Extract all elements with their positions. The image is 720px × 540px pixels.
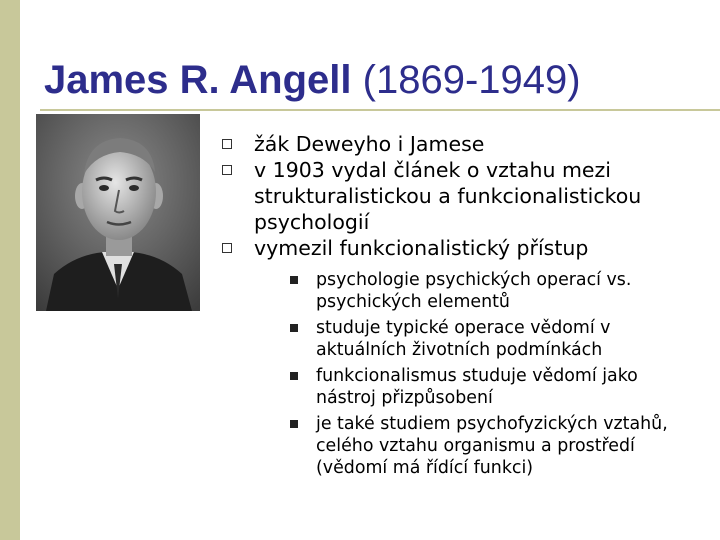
portrait-photo — [36, 114, 200, 311]
bullet-list — [222, 131, 692, 483]
bullet-text: vymezil funkcionalistický přístup — [254, 236, 589, 260]
left-accent-bar — [0, 0, 20, 540]
bullet-text: žák Deweyho i Jamese — [254, 132, 485, 156]
portrait-image — [36, 114, 200, 311]
sub-bullet-text: studuje typické operace vědomí v aktuálních životních podmínkách — [316, 318, 611, 360]
bullet-marker-icon — [222, 243, 232, 253]
sub-bullet-item — [280, 365, 692, 409]
bullet-item — [222, 157, 692, 235]
square-bullet-icon — [290, 420, 298, 428]
bullet-marker-icon — [222, 165, 232, 175]
sub-bullet-item — [280, 413, 692, 479]
sub-bullet-text: je také studiem psychofyzických vztahů, celého vztahu organismu a prostředí (vědomí má řídící funkci) — [316, 414, 668, 478]
square-bullet-icon — [290, 324, 298, 332]
bullet-text: v 1903 vydal článek o vztahu mezi strukturalistickou a funkcionalistickou psychologií — [254, 158, 642, 234]
square-bullet-icon — [290, 276, 298, 284]
slide-title — [44, 58, 581, 103]
sub-bullet-list — [254, 269, 692, 479]
sub-bullet-item — [280, 269, 692, 313]
bullet-item — [222, 235, 692, 479]
title-name: James R. Angell — [44, 58, 352, 102]
sub-bullet-item — [280, 317, 692, 361]
sub-bullet-text: psychologie psychických operací vs. psychických elementů — [316, 270, 632, 312]
title-years: (1869-1949) — [362, 58, 581, 102]
title-underline — [40, 109, 720, 111]
sub-bullet-text: funkcionalismus studuje vědomí jako nástroj přizpůsobení — [316, 366, 638, 408]
bullet-marker-icon — [222, 139, 232, 149]
square-bullet-icon — [290, 372, 298, 380]
bullet-item — [222, 131, 692, 157]
